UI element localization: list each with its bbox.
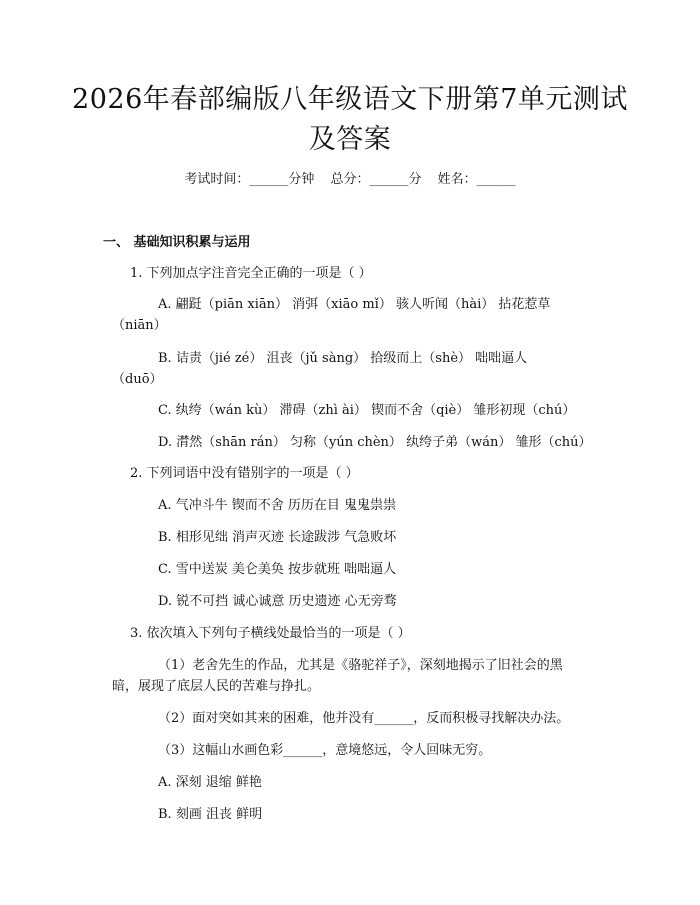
section-heading: 一、 基础知识积累与运用: [103, 235, 251, 250]
question-1-option-b: B. 诘责（jié zé） 沮丧（jǔ sàng） 拾级而上（shè） 咄咄逼人: [158, 351, 528, 366]
student-name: 姓名：______: [437, 172, 516, 187]
question-1-stem: 1. 下列加点字注音完全正确的一项是（ ）: [130, 266, 372, 281]
question-3-option-b: B. 刻画 沮丧 鲜明: [158, 807, 263, 822]
question-1-option-a-cont: （niān）: [112, 318, 167, 333]
question-1-option-d: D. 潸然（shān rán） 匀称（yún chèn） 纨绔子弟（wán） 雏形（chú）: [158, 435, 592, 450]
question-2-option-c: C. 雪中送炭 美仑美奂 按步就班 咄咄逼人: [158, 562, 397, 577]
exam-time: 考试时间：______分钟: [184, 172, 315, 187]
page-title: 2026年春部编版八年级语文下册第7单元测试及答案: [72, 84, 628, 155]
question-2-stem: 2. 下列词语中没有错别字的一项是（ ）: [130, 466, 359, 481]
exam-meta: [0, 168, 700, 187]
total-score: 总分：______分: [330, 172, 422, 187]
question-2-option-a: A. 气冲斗牛 锲而不舍 历历在目 鬼鬼祟祟: [158, 498, 397, 513]
question-3-sentence-1-cont: 暗，展现了底层人民的苦难与挣扎。: [112, 679, 321, 694]
question-1-option-a: A. 翩跹（piān xiān） 消弭（xiāo mǐ） 骇人听闻（hài） 拈花惹草: [158, 297, 551, 312]
question-3-sentence-2: （2）面对突如其来的困难，他并没有______，反而积极寻找解决办法。: [158, 711, 570, 726]
question-3-option-a: A. 深刻 退缩 鲜艳: [158, 775, 262, 790]
question-1-option-c: C. 纨绔（wán kù） 滞碍（zhì ài） 锲而不舍（qiè） 雏形初现（chú）: [158, 403, 576, 418]
question-3-sentence-1: （1）老舍先生的作品，尤其是《骆驼祥子》，深刻地揭示了旧社会的黑: [158, 658, 563, 673]
question-2-option-d: D. 锐不可挡 诚心诚意 历史遗迹 心无旁骛: [158, 594, 397, 609]
question-3-stem: 3. 依次填入下列句子横线处最恰当的一项是（ ）: [130, 626, 411, 641]
question-3-sentence-3: （3）这幅山水画色彩______，意境悠远，令人回味无穷。: [158, 743, 492, 758]
question-1-option-b-cont: （duō）: [112, 372, 163, 387]
question-2-option-b: B. 相形见绌 消声灭迹 长途跋涉 气急败坏: [158, 530, 397, 545]
